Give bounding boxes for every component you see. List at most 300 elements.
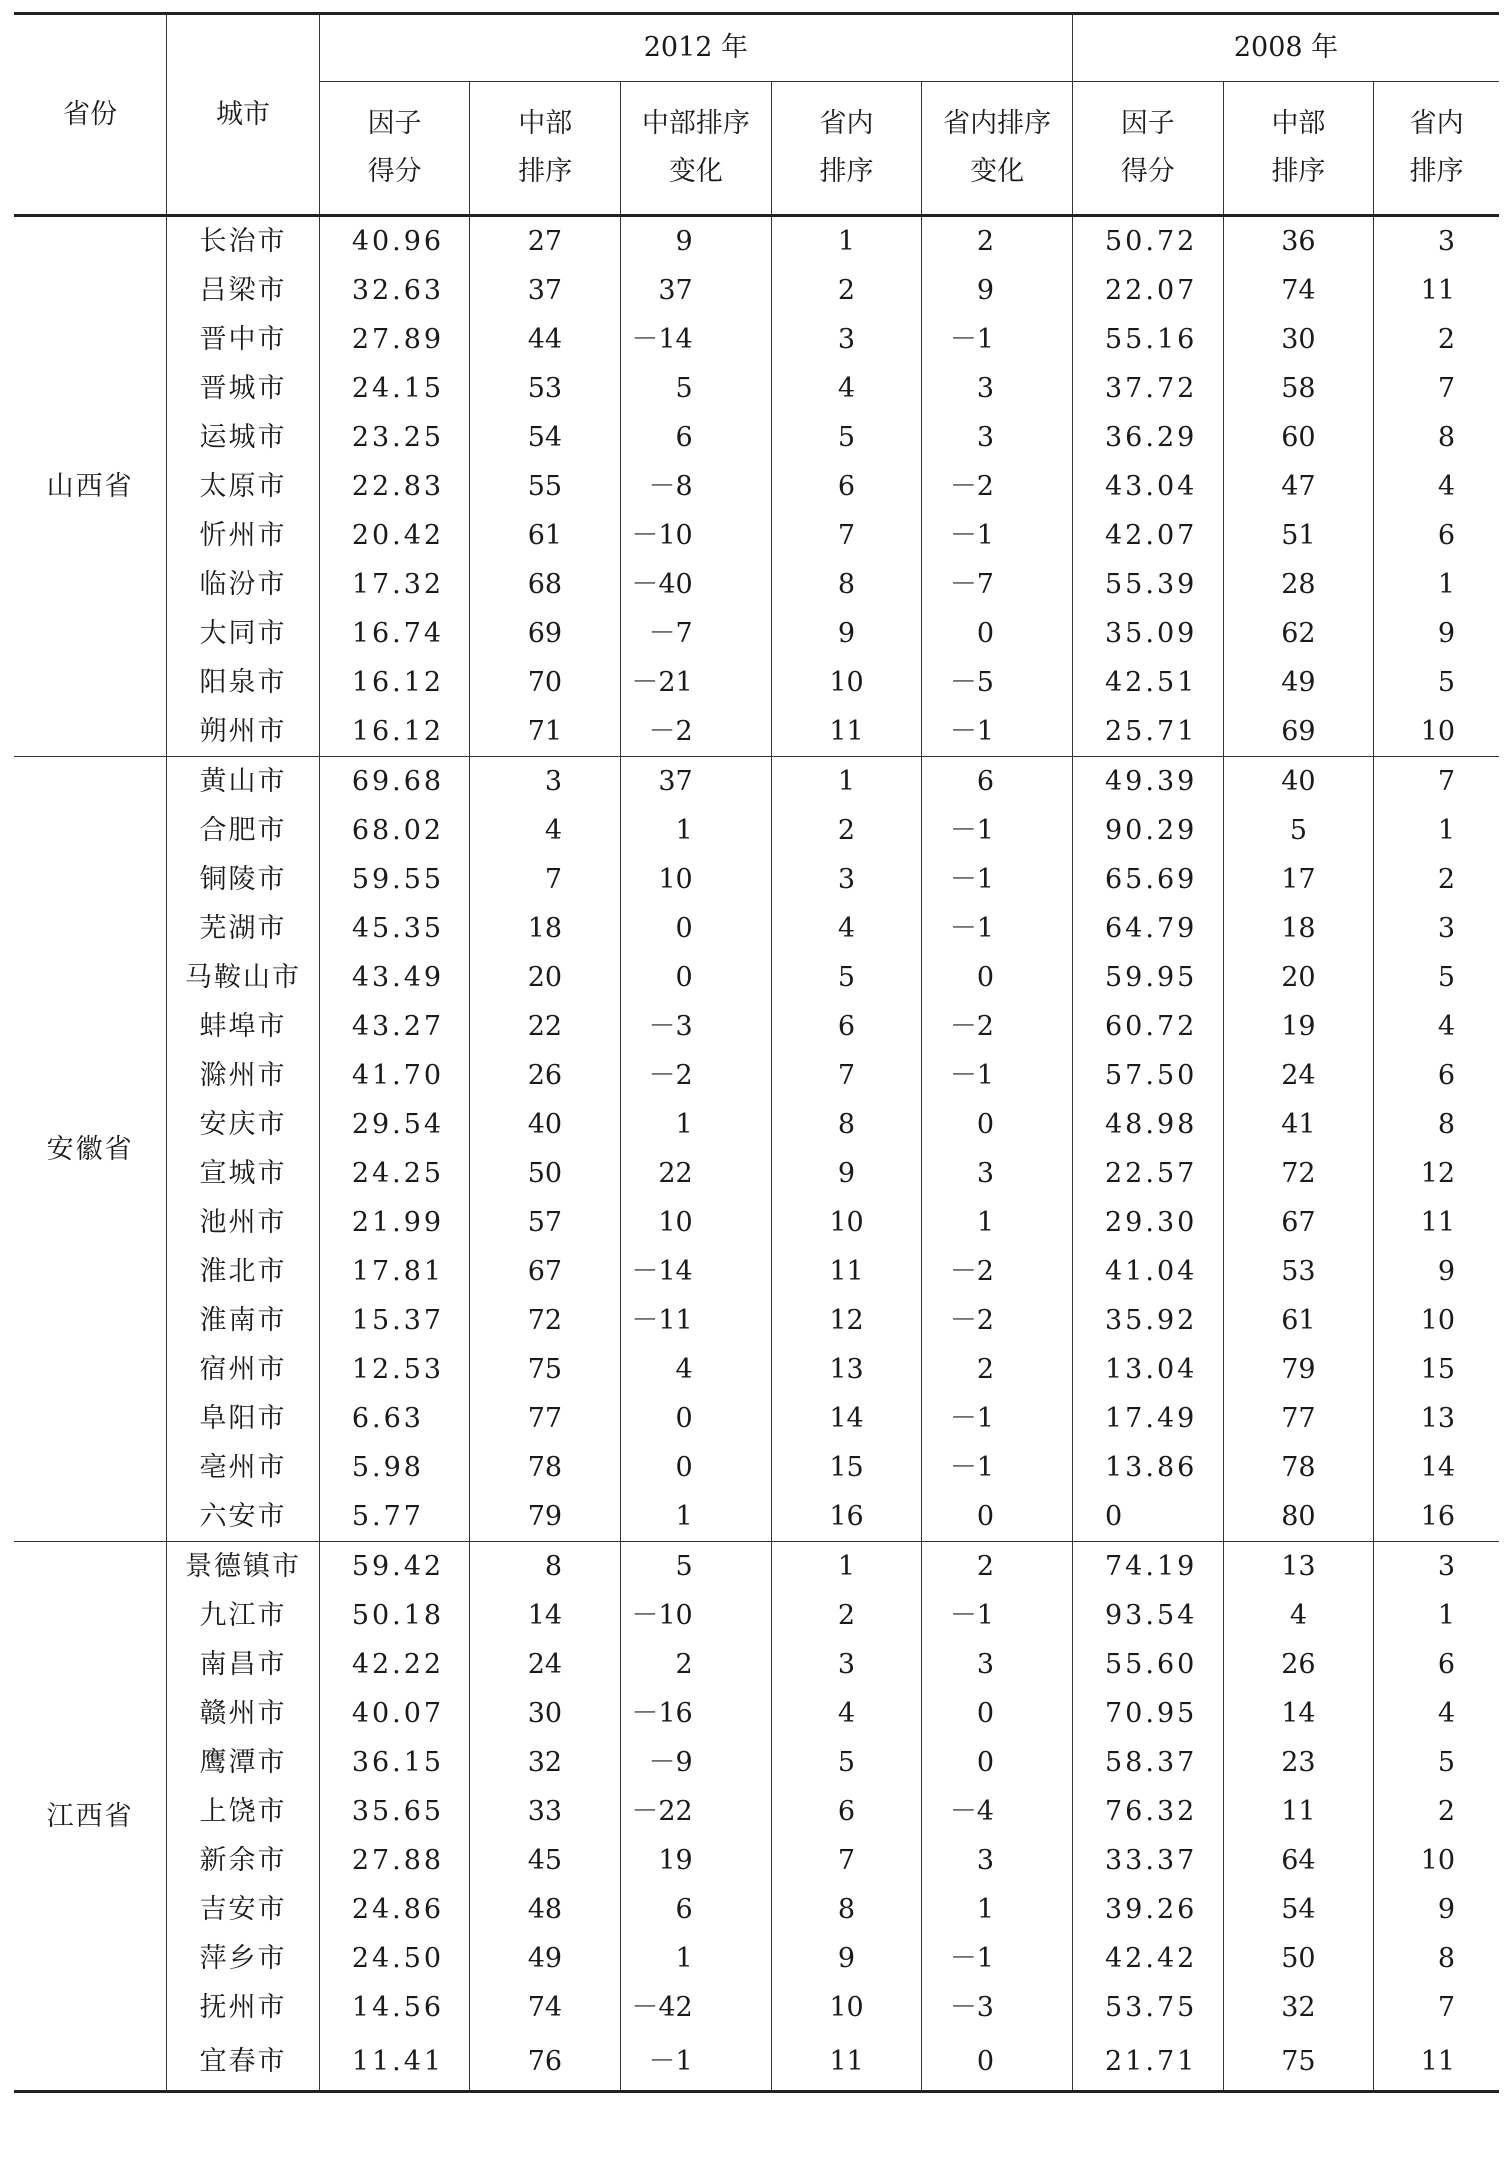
header-line: 因子 xyxy=(367,108,422,139)
prov-rank-2008: 13 xyxy=(1420,1403,1455,1434)
city-name: 鹰潭市 xyxy=(167,1738,320,1787)
prov-rank-2012: 2 xyxy=(771,1591,922,1640)
prov-rank-2008: 8 xyxy=(1437,1109,1455,1140)
mid-rank-2012: 22 xyxy=(470,1002,621,1051)
prov-rank-change: 2 xyxy=(922,216,1073,267)
city-name: 蚌埠市 xyxy=(167,1002,320,1051)
factor-score-2008: 60.72 xyxy=(1073,1002,1224,1051)
prov-rank-2012: 3 xyxy=(771,315,922,364)
factor-score-2008: 35.09 xyxy=(1073,609,1224,658)
factor-score-2012: 23.25 xyxy=(319,413,470,462)
city-name: 黄山市 xyxy=(167,757,320,807)
city-name: 九江市 xyxy=(167,1591,320,1640)
factor-score-2012: 16.12 xyxy=(319,658,470,707)
factor-score-2012: 43.27 xyxy=(319,1002,470,1051)
mid-rank-2008: 53 xyxy=(1223,1247,1374,1296)
factor-score-2008: 76.32 xyxy=(1073,1787,1224,1836)
factor-score-2008: 50.72 xyxy=(1073,216,1224,267)
prov-rank-2012: 3 xyxy=(771,855,922,904)
city-name: 池州市 xyxy=(167,1198,320,1247)
city-name: 宣城市 xyxy=(167,1149,320,1198)
prov-rank-change: －2 xyxy=(922,462,1073,511)
prov-rank-change: －7 xyxy=(922,560,1073,609)
factor-score-2012: 69.68 xyxy=(319,757,470,807)
prov-rank-change: 0 xyxy=(922,1689,1073,1738)
prov-rank-2012: 10 xyxy=(771,1198,922,1247)
factor-score-2008: 48.98 xyxy=(1073,1100,1224,1149)
city-name: 朔州市 xyxy=(167,707,320,757)
table-header xyxy=(14,14,1499,216)
city-name: 马鞍山市 xyxy=(167,953,320,1002)
mid-rank-2012: 54 xyxy=(470,413,621,462)
table-row xyxy=(14,904,1499,953)
prov-rank-2012: 6 xyxy=(771,1787,922,1836)
mid-rank-2012: 48 xyxy=(470,1885,621,1934)
mid-rank-2008: 72 xyxy=(1223,1149,1374,1198)
factor-score-2008: 37.72 xyxy=(1073,364,1224,413)
mid-rank-2012: 71 xyxy=(470,707,621,757)
prov-rank-change: 9 xyxy=(922,266,1073,315)
mid-rank-2012: 33 xyxy=(470,1787,621,1836)
prov-rank-2012: 13 xyxy=(771,1345,922,1394)
mid-rank-2008: 24 xyxy=(1223,1051,1374,1100)
header-mid-rank-change xyxy=(621,82,772,216)
city-name: 大同市 xyxy=(167,609,320,658)
mid-rank-2012: 27 xyxy=(470,216,621,267)
mid-rank-2008: 69 xyxy=(1223,707,1374,757)
prov-rank-2008: 1 xyxy=(1437,569,1455,600)
mid-rank-2012: 49 xyxy=(470,1934,621,1983)
prov-rank-2008: 14 xyxy=(1420,1452,1455,1483)
prov-rank-change: －3 xyxy=(922,1983,1073,2032)
table-row xyxy=(14,1443,1499,1492)
mid-rank-2012: 57 xyxy=(470,1198,621,1247)
factor-score-2012: 35.65 xyxy=(319,1787,470,1836)
prov-rank-change: －1 xyxy=(922,707,1073,757)
table-row xyxy=(14,658,1499,707)
province-group xyxy=(14,757,1499,1542)
mid-rank-2008: 64 xyxy=(1223,1836,1374,1885)
prov-rank-2012: 7 xyxy=(771,511,922,560)
city-name: 上饶市 xyxy=(167,1787,320,1836)
prov-rank-change: －1 xyxy=(922,806,1073,855)
prov-rank-2012: 1 xyxy=(771,216,922,267)
factor-score-2008: 42.07 xyxy=(1073,511,1224,560)
table-row xyxy=(14,413,1499,462)
factor-score-2012: 5.77 xyxy=(319,1492,470,1542)
header-mid-rank-2012 xyxy=(470,82,621,216)
mid-rank-change: 9 xyxy=(621,216,772,267)
factor-score-2008: 39.26 xyxy=(1073,1885,1224,1934)
factor-score-2008: 36.29 xyxy=(1073,413,1224,462)
factor-score-2008: 58.37 xyxy=(1073,1738,1224,1787)
factor-score-2012: 43.49 xyxy=(319,953,470,1002)
mid-rank-2008: 77 xyxy=(1223,1394,1374,1443)
mid-rank-change: 0 xyxy=(621,904,772,953)
city-name: 景德镇市 xyxy=(167,1542,320,1592)
mid-rank-2012: 75 xyxy=(470,1345,621,1394)
city-name: 宿州市 xyxy=(167,1345,320,1394)
prov-rank-2008: 7 xyxy=(1374,757,1499,807)
table-row xyxy=(14,1738,1499,1787)
header-line: 省内排序 xyxy=(943,108,1052,139)
prov-rank-2008: 7 xyxy=(1437,1992,1455,2023)
city-name: 亳州市 xyxy=(167,1443,320,1492)
prov-rank-2012: 7 xyxy=(771,1836,922,1885)
header-line: 排序 xyxy=(518,156,573,187)
city-name: 新余市 xyxy=(167,1836,320,1885)
mid-rank-2012: 8 xyxy=(470,1542,621,1592)
prov-rank-2008: 2 xyxy=(1437,324,1455,355)
table-row xyxy=(14,1689,1499,1738)
factor-score-2008: 55.16 xyxy=(1073,315,1224,364)
mid-rank-2008: 79 xyxy=(1223,1345,1374,1394)
prov-rank-2008: 10 xyxy=(1420,1305,1455,1336)
factor-score-2012: 20.42 xyxy=(319,511,470,560)
mid-rank-change: －2 xyxy=(621,1051,772,1100)
factor-score-2008: 90.29 xyxy=(1073,806,1224,855)
factor-score-2008: 42.51 xyxy=(1073,658,1224,707)
factor-score-2012: 21.99 xyxy=(319,1198,470,1247)
table-row xyxy=(14,511,1499,560)
factor-score-2012: 59.42 xyxy=(319,1542,470,1592)
factor-score-2012: 32.63 xyxy=(319,266,470,315)
prov-rank-2012: 7 xyxy=(771,1051,922,1100)
mid-rank-change: －40 xyxy=(621,560,772,609)
factor-score-2008: 59.95 xyxy=(1073,953,1224,1002)
prov-rank-2008: 1 xyxy=(1437,1600,1455,1631)
mid-rank-2012: 69 xyxy=(470,609,621,658)
prov-rank-2012: 4 xyxy=(771,1689,922,1738)
mid-rank-change: 1 xyxy=(621,1100,772,1149)
mid-rank-2008: 67 xyxy=(1223,1198,1374,1247)
prov-rank-2008: 8 xyxy=(1437,1943,1455,1974)
factor-score-2012: 22.83 xyxy=(319,462,470,511)
table-row xyxy=(14,1345,1499,1394)
mid-rank-2012: 32 xyxy=(470,1738,621,1787)
prov-rank-change: 2 xyxy=(922,1542,1073,1592)
prov-rank-change: －1 xyxy=(922,315,1073,364)
mid-rank-2008: 5 xyxy=(1223,806,1374,855)
prov-rank-2008: 6 xyxy=(1437,1649,1455,1680)
mid-rank-change: 0 xyxy=(621,953,772,1002)
mid-rank-2012: 50 xyxy=(470,1149,621,1198)
header-prov-rank-change xyxy=(922,82,1073,216)
city-name: 宜春市 xyxy=(167,2032,320,2092)
prov-rank-2008: 2 xyxy=(1437,864,1455,895)
prov-rank-change: 0 xyxy=(922,1738,1073,1787)
header-line: 省内 xyxy=(1409,108,1464,139)
prov-rank-2008: 6 xyxy=(1437,1060,1455,1091)
mid-rank-change: －16 xyxy=(621,1689,772,1738)
mid-rank-2008: 41 xyxy=(1223,1100,1374,1149)
mid-rank-change: 1 xyxy=(621,1934,772,1983)
mid-rank-change: 1 xyxy=(621,806,772,855)
prov-rank-change: 3 xyxy=(922,1836,1073,1885)
factor-score-2012: 17.81 xyxy=(319,1247,470,1296)
mid-rank-change: －7 xyxy=(621,609,772,658)
prov-rank-2008: 11 xyxy=(1420,2045,1455,2077)
header-year-2012: 2012 年 xyxy=(319,14,1072,82)
table-row xyxy=(14,757,1499,807)
table-row xyxy=(14,1296,1499,1345)
prov-rank-2012: 8 xyxy=(771,1885,922,1934)
table-row xyxy=(14,1149,1499,1198)
prov-rank-2012: 5 xyxy=(771,953,922,1002)
mid-rank-change: 4 xyxy=(621,1345,772,1394)
header-line: 得分 xyxy=(1120,156,1175,187)
factor-score-2008: 49.39 xyxy=(1073,757,1224,807)
prov-rank-2012: 11 xyxy=(771,2032,922,2092)
prov-rank-2012: 10 xyxy=(771,658,922,707)
prov-rank-2012: 5 xyxy=(771,413,922,462)
prov-rank-change: －1 xyxy=(922,1443,1073,1492)
mid-rank-2012: 18 xyxy=(470,904,621,953)
prov-rank-change: －4 xyxy=(922,1787,1073,1836)
header-city: 城市 xyxy=(167,14,320,216)
factor-score-2008: 55.39 xyxy=(1073,560,1224,609)
prov-rank-change: 6 xyxy=(922,757,1073,807)
factor-score-2012: 40.07 xyxy=(319,1689,470,1738)
mid-rank-change: －10 xyxy=(621,1591,772,1640)
prov-rank-2008: 9 xyxy=(1437,618,1455,649)
factor-score-2012: 45.35 xyxy=(319,904,470,953)
mid-rank-change: －2 xyxy=(621,707,772,757)
mid-rank-2012: 78 xyxy=(470,1443,621,1492)
prov-rank-2012: 8 xyxy=(771,1100,922,1149)
factor-score-2012: 16.74 xyxy=(319,609,470,658)
mid-rank-2008: 17 xyxy=(1223,855,1374,904)
city-name: 萍乡市 xyxy=(167,1934,320,1983)
factor-score-2012: 36.15 xyxy=(319,1738,470,1787)
prov-rank-change: －2 xyxy=(922,1002,1073,1051)
factor-score-2008: 43.04 xyxy=(1073,462,1224,511)
city-name: 忻州市 xyxy=(167,511,320,560)
prov-rank-2012: 1 xyxy=(771,757,922,807)
mid-rank-2012: 24 xyxy=(470,1640,621,1689)
factor-score-2008: 42.42 xyxy=(1073,1934,1224,1983)
prov-rank-change: －1 xyxy=(922,904,1073,953)
factor-score-2012: 16.12 xyxy=(319,707,470,757)
mid-rank-2008: 19 xyxy=(1223,1002,1374,1051)
prov-rank-2008: 16 xyxy=(1420,1501,1455,1532)
mid-rank-change: 1 xyxy=(621,1492,772,1542)
factor-score-2012: 68.02 xyxy=(319,806,470,855)
factor-score-2012: 50.18 xyxy=(319,1591,470,1640)
mid-rank-2012: 76 xyxy=(470,2032,621,2092)
city-name: 滁州市 xyxy=(167,1051,320,1100)
table-row xyxy=(14,462,1499,511)
mid-rank-2012: 67 xyxy=(470,1247,621,1296)
prov-rank-2012: 9 xyxy=(771,1934,922,1983)
prov-rank-2008: 8 xyxy=(1437,422,1455,453)
mid-rank-change: 10 xyxy=(621,1198,772,1247)
mid-rank-2008: 58 xyxy=(1223,364,1374,413)
factor-score-2012: 24.25 xyxy=(319,1149,470,1198)
city-name: 南昌市 xyxy=(167,1640,320,1689)
prov-rank-2008: 12 xyxy=(1420,1158,1455,1189)
province-group xyxy=(14,216,1499,757)
table-row xyxy=(14,560,1499,609)
mid-rank-2012: 30 xyxy=(470,1689,621,1738)
mid-rank-2012: 70 xyxy=(470,658,621,707)
prov-rank-change: －1 xyxy=(922,1591,1073,1640)
mid-rank-2008: 36 xyxy=(1223,216,1374,267)
factor-score-2012: 42.22 xyxy=(319,1640,470,1689)
mid-rank-2012: 20 xyxy=(470,953,621,1002)
header-year-2008: 2008 年 xyxy=(1073,14,1500,82)
city-name: 芜湖市 xyxy=(167,904,320,953)
mid-rank-change: －11 xyxy=(621,1296,772,1345)
mid-rank-change: 0 xyxy=(621,1443,772,1492)
mid-rank-2008: 20 xyxy=(1223,953,1374,1002)
city-name: 太原市 xyxy=(167,462,320,511)
factor-score-2008: 25.71 xyxy=(1073,707,1224,757)
mid-rank-2012: 3 xyxy=(470,757,621,807)
prov-rank-2012: 15 xyxy=(771,1443,922,1492)
city-name: 铜陵市 xyxy=(167,855,320,904)
table-row xyxy=(14,266,1499,315)
table-row xyxy=(14,707,1499,757)
factor-score-2008: 22.07 xyxy=(1073,266,1224,315)
mid-rank-change: 22 xyxy=(621,1149,772,1198)
mid-rank-2008: 47 xyxy=(1223,462,1374,511)
prov-rank-2012: 4 xyxy=(771,904,922,953)
factor-score-2008: 53.75 xyxy=(1073,1983,1224,2032)
prov-rank-2008: 3 xyxy=(1437,226,1455,257)
header-line: 变化 xyxy=(668,156,723,187)
prov-rank-2008: 4 xyxy=(1437,1011,1455,1042)
prov-rank-2008: 15 xyxy=(1420,1354,1455,1385)
table-row xyxy=(14,1100,1499,1149)
table-row xyxy=(14,364,1499,413)
mid-rank-2008: 4 xyxy=(1223,1591,1374,1640)
prov-rank-change: －1 xyxy=(922,1051,1073,1100)
mid-rank-2008: 61 xyxy=(1223,1296,1374,1345)
city-name: 吉安市 xyxy=(167,1885,320,1934)
prov-rank-2008: 5 xyxy=(1437,962,1455,993)
factor-score-2008: 55.60 xyxy=(1073,1640,1224,1689)
prov-rank-2008: 1 xyxy=(1437,815,1455,846)
city-name: 六安市 xyxy=(167,1492,320,1542)
table-row xyxy=(14,216,1499,267)
city-name: 晋城市 xyxy=(167,364,320,413)
city-name: 运城市 xyxy=(167,413,320,462)
city-name: 晋中市 xyxy=(167,315,320,364)
mid-rank-2008: 18 xyxy=(1223,904,1374,953)
mid-rank-2012: 7 xyxy=(470,855,621,904)
city-name: 阳泉市 xyxy=(167,658,320,707)
mid-rank-2008: 78 xyxy=(1223,1443,1374,1492)
prov-rank-2012: 4 xyxy=(771,364,922,413)
prov-rank-change: －1 xyxy=(922,1394,1073,1443)
mid-rank-change: 37 xyxy=(621,757,772,807)
factor-score-2008: 74.19 xyxy=(1073,1542,1224,1592)
factor-score-2008: 17.49 xyxy=(1073,1394,1224,1443)
mid-rank-change: 6 xyxy=(621,413,772,462)
factor-score-2012: 6.63 xyxy=(319,1394,470,1443)
prov-rank-change: －2 xyxy=(922,1247,1073,1296)
prov-rank-2012: 9 xyxy=(771,1149,922,1198)
province-cell: 山西省 xyxy=(14,216,167,757)
table-row xyxy=(14,1787,1499,1836)
mid-rank-2008: 13 xyxy=(1223,1542,1374,1592)
factor-score-2012: 15.37 xyxy=(319,1296,470,1345)
header-line: 得分 xyxy=(367,156,422,187)
table-row xyxy=(14,1934,1499,1983)
header-line: 排序 xyxy=(1271,156,1326,187)
factor-score-2008: 13.86 xyxy=(1073,1443,1224,1492)
header-line: 中部排序 xyxy=(641,108,750,139)
mid-rank-2008: 75 xyxy=(1223,2032,1374,2092)
prov-rank-2008: 9 xyxy=(1437,1256,1455,1287)
mid-rank-change: 6 xyxy=(621,1885,772,1934)
mid-rank-2008: 60 xyxy=(1223,413,1374,462)
header-line: 排序 xyxy=(819,156,874,187)
ranking-table-container xyxy=(14,12,1499,2093)
prov-rank-2012: 10 xyxy=(771,1983,922,2032)
table-row xyxy=(14,1051,1499,1100)
mid-rank-2008: 28 xyxy=(1223,560,1374,609)
header-province: 省份 xyxy=(14,14,167,216)
mid-rank-change: －3 xyxy=(621,1002,772,1051)
prov-rank-2008: 4 xyxy=(1437,471,1455,502)
mid-rank-2008: 11 xyxy=(1223,1787,1374,1836)
factor-score-2008: 64.79 xyxy=(1073,904,1224,953)
prov-rank-2008: 10 xyxy=(1420,1845,1455,1876)
header-prov-rank-2008 xyxy=(1374,82,1499,216)
mid-rank-2008: 50 xyxy=(1223,1934,1374,1983)
prov-rank-2008: 2 xyxy=(1437,1796,1455,1827)
prov-rank-2008: 9 xyxy=(1437,1894,1455,1925)
factor-score-2012: 12.53 xyxy=(319,1345,470,1394)
mid-rank-change: 2 xyxy=(621,1640,772,1689)
header-line: 排序 xyxy=(1409,156,1464,187)
city-name: 赣州市 xyxy=(167,1689,320,1738)
mid-rank-2012: 72 xyxy=(470,1296,621,1345)
prov-rank-change: 2 xyxy=(922,1345,1073,1394)
mid-rank-2012: 26 xyxy=(470,1051,621,1100)
factor-score-2008: 13.04 xyxy=(1073,1345,1224,1394)
prov-rank-2008: 4 xyxy=(1437,1698,1455,1729)
factor-score-2008: 35.92 xyxy=(1073,1296,1224,1345)
table-row xyxy=(14,1836,1499,1885)
mid-rank-change: －22 xyxy=(621,1787,772,1836)
city-name: 合肥市 xyxy=(167,806,320,855)
prov-rank-2008: 5 xyxy=(1437,1747,1455,1778)
factor-score-2008: 29.30 xyxy=(1073,1198,1224,1247)
prov-rank-2008: 7 xyxy=(1437,373,1455,404)
factor-score-2008: 0 xyxy=(1073,1492,1224,1542)
table-row xyxy=(14,1591,1499,1640)
header-factor-score-2012 xyxy=(319,82,470,216)
mid-rank-2012: 40 xyxy=(470,1100,621,1149)
table-row xyxy=(14,2032,1499,2092)
mid-rank-2012: 44 xyxy=(470,315,621,364)
prov-rank-change: －1 xyxy=(922,855,1073,904)
city-name: 安庆市 xyxy=(167,1100,320,1149)
factor-score-2012: 59.55 xyxy=(319,855,470,904)
prov-rank-2012: 6 xyxy=(771,462,922,511)
mid-rank-2008: 14 xyxy=(1223,1689,1374,1738)
prov-rank-change: －1 xyxy=(922,1934,1073,1983)
mid-rank-2008: 30 xyxy=(1223,315,1374,364)
mid-rank-2008: 32 xyxy=(1223,1983,1374,2032)
factor-score-2008: 33.37 xyxy=(1073,1836,1224,1885)
mid-rank-change: －10 xyxy=(621,511,772,560)
mid-rank-2012: 4 xyxy=(470,806,621,855)
mid-rank-2012: 45 xyxy=(470,1836,621,1885)
